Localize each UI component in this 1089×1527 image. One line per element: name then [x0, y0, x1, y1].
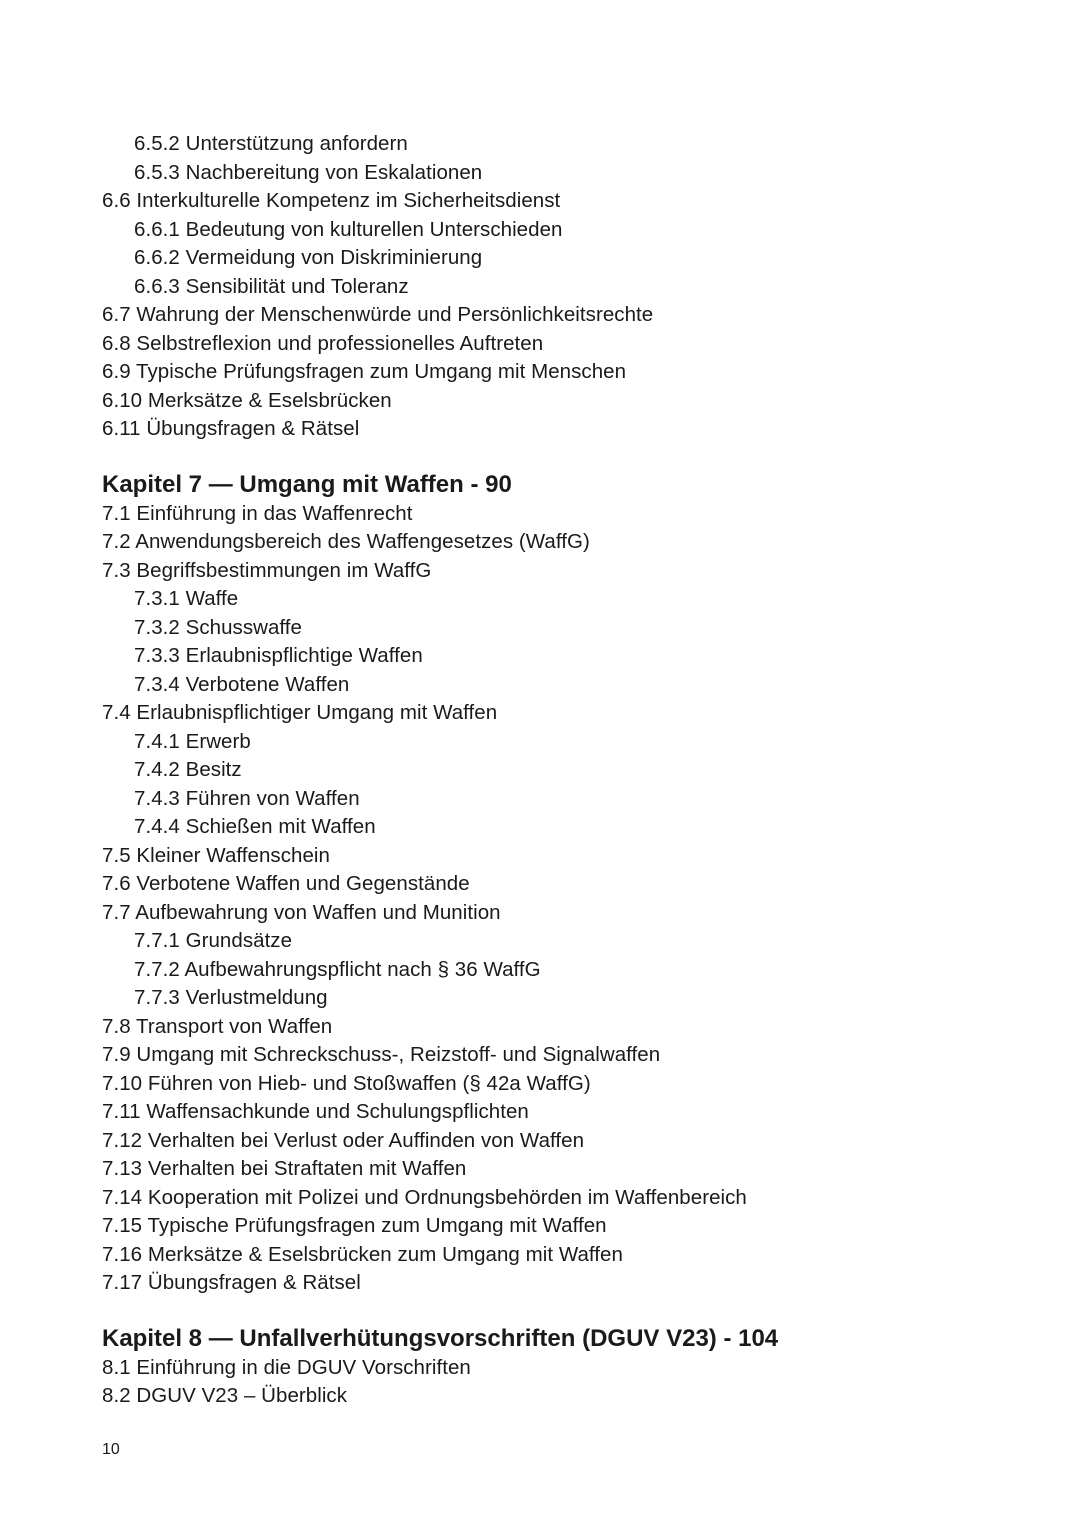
toc-section-entry: 7.9 Umgang mit Schreckschuss-, Reizstoff- und Signalwaffen	[102, 1043, 661, 1066]
toc-section-entry: 7.17 Übungsfragen & Rätsel	[102, 1271, 361, 1294]
toc-section-entry: 8.1 Einführung in die DGUV Vorschriften	[102, 1355, 471, 1379]
toc-section-entry: 6.6 Interkulturelle Kompetenz im Sicherheitsdienst	[102, 189, 561, 212]
toc-section-entry: 6.11 Übungsfragen & Rätsel	[102, 417, 360, 440]
toc-subsection-entry: 6.6.2 Vermeidung von Diskriminierung	[134, 246, 483, 269]
toc-subsection-entry: 6.5.2 Unterstützung anfordern	[134, 132, 408, 155]
toc-section-entry: 7.16 Merksätze & Eselsbrücken zum Umgang mit Waffen	[102, 1242, 623, 1266]
toc-section-entry: 7.14 Kooperation mit Polizei und Ordnungsbehörden im Waffenbereich	[102, 1185, 747, 1209]
toc-section-entry: 7.15 Typische Prüfungsfragen zum Umgang mit Waffen	[102, 1214, 607, 1237]
toc-subsection-entry: 7.7.3 Verlustmeldung	[134, 986, 328, 1009]
toc-section-entry: 7.1 Einführung in das Waffenrecht	[102, 501, 413, 525]
toc-section-entry: 7.7 Aufbewahrung von Waffen und Munition	[102, 900, 501, 924]
toc-section-entry: 7.5 Kleiner Waffenschein	[102, 843, 330, 867]
chapter-heading: Kapitel 7 — Umgang mit Waffen - 90	[102, 470, 512, 498]
toc-section-entry: 6.7 Wahrung der Menschenwürde und Persönlichkeitsrechte	[102, 303, 654, 326]
toc-section-entry: 7.11 Waffensachkunde und Schulungspflichten	[102, 1100, 529, 1123]
toc-section-entry: 7.3 Begriffsbestimmungen im WaffG	[102, 558, 432, 582]
toc-subsection-entry: 6.6.3 Sensibilität und Toleranz	[134, 274, 409, 298]
toc-subsection-entry: 7.3.2 Schusswaffe	[134, 615, 302, 639]
toc-section-entry: 6.10 Merksätze & Eselsbrücken	[102, 388, 392, 412]
toc-subsection-entry: 7.4.2 Besitz	[134, 758, 242, 781]
toc-subsection-entry: 7.4.3 Führen von Waffen	[134, 786, 360, 810]
toc-section-entry: 7.12 Verhalten bei Verlust oder Auffinden von Waffen	[102, 1128, 585, 1152]
toc-subsection-entry: 7.3.4 Verbotene Waffen	[134, 672, 350, 696]
toc-subsection-entry: 7.7.1 Grundsätze	[134, 929, 293, 952]
toc-section-entry: 7.13 Verhalten bei Straftaten mit Waffen	[102, 1157, 467, 1180]
toc-subsection-entry: 7.4.1 Erwerb	[134, 729, 251, 753]
toc-section-entry: 6.8 Selbstreflexion und professionelles Auftreten	[102, 331, 544, 355]
toc-subsection-entry: 7.3.1 Waffe	[134, 587, 239, 610]
toc-subsection-entry: 6.5.3 Nachbereitung von Eskalationen	[134, 160, 483, 184]
toc-subsection-entry: 7.7.2 Aufbewahrungspflicht nach § 36 WaffG	[134, 957, 541, 981]
toc-section-entry: 7.10 Führen von Hieb- und Stoßwaffen (§ 42a WaffG)	[102, 1071, 591, 1095]
toc-subsection-entry: 7.4.4 Schießen mit Waffen	[134, 815, 376, 838]
toc-subsection-entry: 6.6.1 Bedeutung von kulturellen Unterschieden	[134, 217, 563, 241]
toc-section-entry: 7.6 Verbotene Waffen und Gegenstände	[102, 872, 470, 895]
page-number: 10	[102, 1441, 120, 1458]
toc-section-entry: 6.9 Typische Prüfungsfragen zum Umgang mit Menschen	[102, 360, 627, 383]
table-of-contents	[102, 130, 1042, 1411]
toc-section-entry: 7.4 Erlaubnispflichtiger Umgang mit Waffen	[102, 701, 498, 724]
toc-subsection-entry: 7.3.3 Erlaubnispflichtige Waffen	[134, 644, 423, 667]
toc-section-entry: 7.2 Anwendungsbereich des Waffengesetzes (WaffG)	[102, 530, 590, 553]
toc-section-entry: 8.2 DGUV V23 – Überblick	[102, 1384, 348, 1407]
toc-section-entry: 7.8 Transport von Waffen	[102, 1014, 333, 1038]
chapter-heading: Kapitel 8 — Unfallverhütungsvorschriften (DGUV V23) - 104	[102, 1324, 779, 1352]
